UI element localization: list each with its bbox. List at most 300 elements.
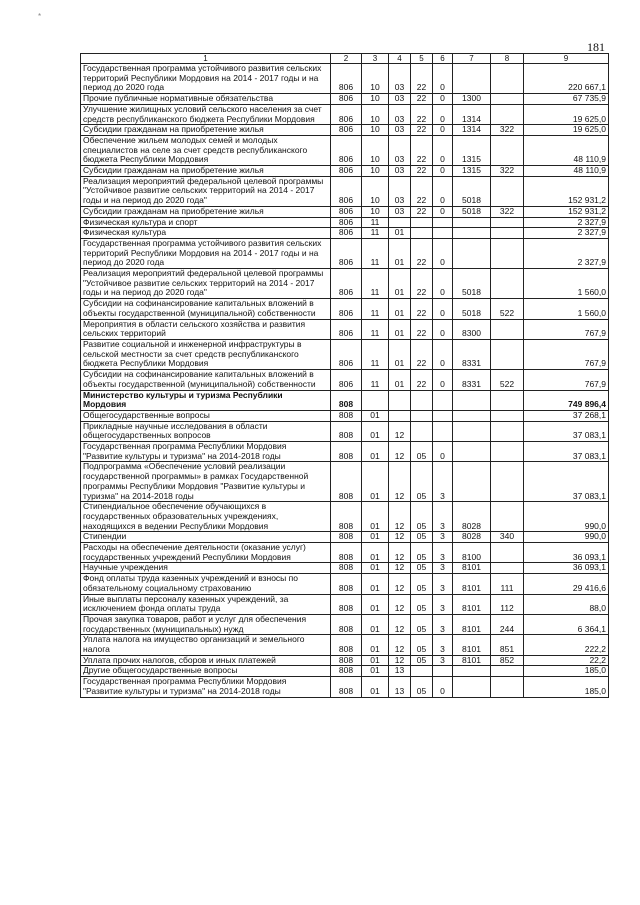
row-name: Государственная программа устойчивого развития сельских территорий Республики Мордовия на 2014 - 2017 годы и на период до 2020 года xyxy=(81,64,331,94)
code-cell: 13 xyxy=(389,677,411,697)
row-name: Улучшение жилищных условий сельского населения за счет средств республиканского бюджета Республики Мордовия xyxy=(81,104,331,124)
code-cell: 808 xyxy=(331,614,362,634)
code-cell: 808 xyxy=(331,655,362,666)
row-name: Субсидии гражданам на приобретение жилья xyxy=(81,206,331,217)
code-cell: 322 xyxy=(491,166,524,177)
row-name: Прочая закупка товаров, работ и услуг для обеспечения государственных (муниципальных) нужд xyxy=(81,614,331,634)
code-cell: 806 xyxy=(331,370,362,390)
code-cell: 11 xyxy=(362,319,389,339)
amount-cell: 1 560,0 xyxy=(524,269,609,299)
column-header: 5 xyxy=(411,54,433,64)
column-header: 3 xyxy=(362,54,389,64)
code-cell xyxy=(453,217,491,228)
amount-cell: 36 093,1 xyxy=(524,563,609,574)
code-cell xyxy=(411,217,433,228)
table-row xyxy=(81,370,609,390)
row-name: Фонд оплаты труда казенных учреждений и взносы по обязательному социальному страхованию xyxy=(81,574,331,594)
code-cell: 522 xyxy=(491,299,524,319)
code-cell: 22 xyxy=(411,94,433,105)
column-header: 9 xyxy=(524,54,609,64)
amount-cell: 48 110,9 xyxy=(524,135,609,165)
code-cell: 01 xyxy=(362,635,389,655)
code-cell: 01 xyxy=(362,677,389,697)
amount-cell: 767,9 xyxy=(524,370,609,390)
code-cell: 0 xyxy=(433,125,453,136)
code-cell: 05 xyxy=(411,543,433,563)
code-cell: 8101 xyxy=(453,594,491,614)
code-cell: 01 xyxy=(389,299,411,319)
code-cell: 806 xyxy=(331,64,362,94)
amount-cell: 1 560,0 xyxy=(524,299,609,319)
code-cell: 808 xyxy=(331,543,362,563)
code-cell: 806 xyxy=(331,94,362,105)
code-cell xyxy=(453,442,491,462)
code-cell: 0 xyxy=(433,94,453,105)
table-row xyxy=(81,442,609,462)
table-row xyxy=(81,614,609,634)
row-name: Субсидии на софинансирование капитальных вложений в объекты государственной (муниципальной) собственности xyxy=(81,370,331,390)
amount-cell: 37 083,1 xyxy=(524,462,609,502)
table-row xyxy=(81,410,609,421)
row-name: Другие общегосударственные вопросы xyxy=(81,666,331,677)
code-cell: 22 xyxy=(411,125,433,136)
code-cell: 0 xyxy=(433,339,453,369)
amount-cell: 2 327,9 xyxy=(524,217,609,228)
row-name: Обеспечение жильем молодых семей и молодых специалистов на селе за счет средств республиканского бюджета Республики Мордовия xyxy=(81,135,331,165)
code-cell: 806 xyxy=(331,228,362,239)
amount-cell: 37 083,1 xyxy=(524,421,609,441)
code-cell xyxy=(491,666,524,677)
row-name: Реализация мероприятий федеральной целевой программы "Устойчивое развитие сельских территорий на 2014 - 2017 годы и на период до 2020 года" xyxy=(81,176,331,206)
column-header: 8 xyxy=(491,54,524,64)
code-cell xyxy=(491,176,524,206)
code-cell: 01 xyxy=(362,655,389,666)
code-cell: 12 xyxy=(389,462,411,502)
table-row xyxy=(81,655,609,666)
code-cell xyxy=(433,390,453,410)
code-cell: 808 xyxy=(331,563,362,574)
code-cell: 22 xyxy=(411,339,433,369)
column-header: 7 xyxy=(453,54,491,64)
row-name: Уплата налога на имущество организаций и земельного налога xyxy=(81,635,331,655)
code-cell: 12 xyxy=(389,421,411,441)
amount-cell: 22,2 xyxy=(524,655,609,666)
table-row xyxy=(81,166,609,177)
code-cell: 01 xyxy=(389,319,411,339)
code-cell xyxy=(453,666,491,677)
code-cell xyxy=(453,64,491,94)
code-cell: 808 xyxy=(331,666,362,677)
table-row xyxy=(81,206,609,217)
column-header: 2 xyxy=(331,54,362,64)
code-cell: 8101 xyxy=(453,655,491,666)
code-cell xyxy=(491,563,524,574)
code-cell: 01 xyxy=(362,594,389,614)
code-cell: 11 xyxy=(362,370,389,390)
code-cell: 11 xyxy=(362,339,389,369)
code-cell: 05 xyxy=(411,574,433,594)
code-cell: 01 xyxy=(362,614,389,634)
code-cell xyxy=(491,228,524,239)
code-cell: 01 xyxy=(362,532,389,543)
code-cell: 3 xyxy=(433,574,453,594)
code-cell: 22 xyxy=(411,64,433,94)
code-cell: 12 xyxy=(389,502,411,532)
code-cell xyxy=(491,238,524,268)
row-name: Развитие социальной и инженерной инфраструктуры в сельской местности за счет средств республиканского бюджета Республики Мордовия xyxy=(81,339,331,369)
code-cell xyxy=(491,390,524,410)
code-cell: 05 xyxy=(411,442,433,462)
code-cell: 10 xyxy=(362,176,389,206)
row-name: Государственная программа Республики Мордовия "Развитие культуры и туризма" на 2014-2018 годы xyxy=(81,442,331,462)
amount-cell: 185,0 xyxy=(524,666,609,677)
row-name: Стипендиальное обеспечение обучающихся в государственных образовательных учреждениях, находящихся в ведении Республики Мордовия xyxy=(81,502,331,532)
code-cell xyxy=(491,421,524,441)
code-cell: 22 xyxy=(411,269,433,299)
code-cell: 22 xyxy=(411,238,433,268)
code-cell: 5018 xyxy=(453,269,491,299)
code-cell: 05 xyxy=(411,614,433,634)
code-cell: 0 xyxy=(433,166,453,177)
code-cell: 05 xyxy=(411,594,433,614)
code-cell xyxy=(491,135,524,165)
code-cell xyxy=(491,94,524,105)
amount-cell: 48 110,9 xyxy=(524,166,609,177)
code-cell: 11 xyxy=(362,299,389,319)
code-cell: 01 xyxy=(362,543,389,563)
code-cell: 03 xyxy=(389,135,411,165)
code-cell: 806 xyxy=(331,269,362,299)
code-cell xyxy=(389,217,411,228)
code-cell xyxy=(453,421,491,441)
code-cell: 0 xyxy=(433,206,453,217)
code-cell: 11 xyxy=(362,238,389,268)
table-row xyxy=(81,94,609,105)
code-cell: 22 xyxy=(411,319,433,339)
code-cell: 11 xyxy=(362,228,389,239)
code-cell: 11 xyxy=(362,269,389,299)
code-cell: 3 xyxy=(433,594,453,614)
amount-cell: 67 735,9 xyxy=(524,94,609,105)
code-cell: 12 xyxy=(389,574,411,594)
code-cell: 5018 xyxy=(453,299,491,319)
table-row xyxy=(81,563,609,574)
table-row xyxy=(81,390,609,410)
code-cell: 806 xyxy=(331,206,362,217)
code-cell: 3 xyxy=(433,532,453,543)
code-cell: 808 xyxy=(331,410,362,421)
row-name: Прочие публичные нормативные обязательства xyxy=(81,94,331,105)
code-cell: 806 xyxy=(331,176,362,206)
code-cell xyxy=(411,390,433,410)
code-cell: 10 xyxy=(362,166,389,177)
code-cell: 0 xyxy=(433,135,453,165)
table-row xyxy=(81,176,609,206)
table-row xyxy=(81,228,609,239)
code-cell xyxy=(411,666,433,677)
code-cell: 05 xyxy=(411,655,433,666)
code-cell: 0 xyxy=(433,319,453,339)
code-cell: 3 xyxy=(433,543,453,563)
code-cell: 22 xyxy=(411,135,433,165)
code-cell: 1315 xyxy=(453,135,491,165)
code-cell xyxy=(491,462,524,502)
code-cell xyxy=(433,666,453,677)
code-cell xyxy=(433,217,453,228)
table-row xyxy=(81,677,609,697)
code-cell: 0 xyxy=(433,104,453,124)
code-cell: 806 xyxy=(331,339,362,369)
table-row xyxy=(81,574,609,594)
code-cell xyxy=(491,543,524,563)
code-cell: 05 xyxy=(411,462,433,502)
code-cell: 0 xyxy=(433,370,453,390)
code-cell: 01 xyxy=(389,228,411,239)
code-cell: 03 xyxy=(389,94,411,105)
code-cell: 522 xyxy=(491,370,524,390)
code-cell: 5018 xyxy=(453,206,491,217)
code-cell: 03 xyxy=(389,176,411,206)
code-cell: 10 xyxy=(362,125,389,136)
row-name: Расходы на обеспечение деятельности (оказание услуг) государственных учреждений Республики Мордовия xyxy=(81,543,331,563)
code-cell xyxy=(491,217,524,228)
code-cell xyxy=(491,410,524,421)
code-cell xyxy=(433,228,453,239)
code-cell: 8101 xyxy=(453,635,491,655)
amount-cell: 19 625,0 xyxy=(524,104,609,124)
code-cell: 8300 xyxy=(453,319,491,339)
amount-cell: 222,2 xyxy=(524,635,609,655)
table-row xyxy=(81,104,609,124)
row-name: Субсидии гражданам на приобретение жилья xyxy=(81,125,331,136)
code-cell: 0 xyxy=(433,176,453,206)
code-cell: 8331 xyxy=(453,339,491,369)
code-cell: 01 xyxy=(362,502,389,532)
code-cell: 8100 xyxy=(453,543,491,563)
code-cell: 10 xyxy=(362,206,389,217)
corner-mark: * xyxy=(38,12,42,21)
code-cell: 8101 xyxy=(453,563,491,574)
code-cell: 111 xyxy=(491,574,524,594)
code-cell: 12 xyxy=(389,563,411,574)
code-cell: 05 xyxy=(411,677,433,697)
code-cell: 10 xyxy=(362,104,389,124)
table-row xyxy=(81,635,609,655)
table-row xyxy=(81,532,609,543)
table-row xyxy=(81,462,609,502)
table-row xyxy=(81,502,609,532)
code-cell: 10 xyxy=(362,135,389,165)
code-cell: 10 xyxy=(362,64,389,94)
amount-cell: 767,9 xyxy=(524,339,609,369)
code-cell: 3 xyxy=(433,563,453,574)
code-cell: 01 xyxy=(362,563,389,574)
row-name: Мероприятия в области сельского хозяйства и развития сельских территорий xyxy=(81,319,331,339)
code-cell: 12 xyxy=(389,543,411,563)
code-cell: 806 xyxy=(331,125,362,136)
code-cell: 22 xyxy=(411,166,433,177)
code-cell: 0 xyxy=(433,442,453,462)
code-cell: 851 xyxy=(491,635,524,655)
code-cell: 01 xyxy=(362,666,389,677)
code-cell: 322 xyxy=(491,125,524,136)
code-cell: 13 xyxy=(389,666,411,677)
code-cell: 01 xyxy=(362,574,389,594)
code-cell xyxy=(491,269,524,299)
code-cell: 22 xyxy=(411,370,433,390)
code-cell: 8101 xyxy=(453,614,491,634)
amount-cell: 152 931,2 xyxy=(524,206,609,217)
amount-cell: 185,0 xyxy=(524,677,609,697)
table-row xyxy=(81,666,609,677)
code-cell: 01 xyxy=(389,269,411,299)
table-row xyxy=(81,217,609,228)
code-cell xyxy=(453,677,491,697)
code-cell: 806 xyxy=(331,238,362,268)
code-cell xyxy=(453,462,491,502)
code-cell: 12 xyxy=(389,532,411,543)
row-name: Субсидии гражданам на приобретение жилья xyxy=(81,166,331,177)
column-header: 6 xyxy=(433,54,453,64)
code-cell: 244 xyxy=(491,614,524,634)
code-cell: 3 xyxy=(433,655,453,666)
code-cell xyxy=(491,677,524,697)
row-name: Государственная программа устойчивого развития сельских территорий Республики Мордовия на 2014 - 2017 годы и на период до 2020 года xyxy=(81,238,331,268)
code-cell: 808 xyxy=(331,421,362,441)
code-cell: 322 xyxy=(491,206,524,217)
table-row xyxy=(81,125,609,136)
code-cell: 0 xyxy=(433,64,453,94)
header-row xyxy=(81,54,609,64)
row-name: Научные учреждения xyxy=(81,563,331,574)
amount-cell: 152 931,2 xyxy=(524,176,609,206)
row-name: Прикладные научные исследования в области общегосударственных вопросов xyxy=(81,421,331,441)
code-cell: 03 xyxy=(389,104,411,124)
code-cell: 22 xyxy=(411,299,433,319)
row-name: Министерство культуры и туризма Республики Мордовия xyxy=(81,390,331,410)
code-cell xyxy=(491,339,524,369)
amount-cell: 6 364,1 xyxy=(524,614,609,634)
code-cell: 808 xyxy=(331,502,362,532)
code-cell: 806 xyxy=(331,319,362,339)
code-cell: 808 xyxy=(331,442,362,462)
amount-cell: 37 083,1 xyxy=(524,442,609,462)
code-cell xyxy=(453,228,491,239)
row-name: Субсидии на софинансирование капитальных вложений в объекты государственной (муниципальной) собственности xyxy=(81,299,331,319)
code-cell: 0 xyxy=(433,269,453,299)
amount-cell: 29 416,6 xyxy=(524,574,609,594)
row-name: Иные выплаты персоналу казенных учреждений, за исключением фонда оплаты труда xyxy=(81,594,331,614)
column-header: 4 xyxy=(389,54,411,64)
code-cell: 01 xyxy=(389,370,411,390)
code-cell: 0 xyxy=(433,677,453,697)
code-cell: 0 xyxy=(433,299,453,319)
code-cell: 806 xyxy=(331,135,362,165)
code-cell: 1300 xyxy=(453,94,491,105)
code-cell: 12 xyxy=(389,635,411,655)
code-cell: 05 xyxy=(411,635,433,655)
row-name: Уплата прочих налогов, сборов и иных платежей xyxy=(81,655,331,666)
amount-cell: 2 327,9 xyxy=(524,228,609,239)
code-cell: 01 xyxy=(389,238,411,268)
code-cell: 808 xyxy=(331,462,362,502)
row-name: Государственная программа Республики Мордовия "Развитие культуры и туризма" на 2014-2018 годы xyxy=(81,677,331,697)
amount-cell: 767,9 xyxy=(524,319,609,339)
code-cell: 8028 xyxy=(453,532,491,543)
code-cell xyxy=(491,64,524,94)
code-cell: 808 xyxy=(331,677,362,697)
budget-table xyxy=(80,53,609,698)
code-cell xyxy=(491,319,524,339)
table-row xyxy=(81,135,609,165)
amount-cell: 220 667,1 xyxy=(524,64,609,94)
code-cell: 22 xyxy=(411,206,433,217)
table-row xyxy=(81,421,609,441)
code-cell xyxy=(411,228,433,239)
code-cell: 03 xyxy=(389,125,411,136)
amount-cell: 2 327,9 xyxy=(524,238,609,268)
code-cell: 01 xyxy=(362,421,389,441)
code-cell: 806 xyxy=(331,217,362,228)
row-name: Подпрограмма «Обеспечение условий реализации государственной программы» в рамках Государственной программы Республики Мордовия "Развитие культуры и туризма" на 2014-2018 годы xyxy=(81,462,331,502)
code-cell xyxy=(433,410,453,421)
row-name: Общегосударственные вопросы xyxy=(81,410,331,421)
code-cell: 806 xyxy=(331,299,362,319)
table-row xyxy=(81,238,609,268)
code-cell: 808 xyxy=(331,594,362,614)
code-cell xyxy=(453,410,491,421)
code-cell: 8331 xyxy=(453,370,491,390)
code-cell: 01 xyxy=(389,339,411,369)
code-cell: 806 xyxy=(331,166,362,177)
amount-cell: 19 625,0 xyxy=(524,125,609,136)
code-cell xyxy=(362,390,389,410)
amount-cell: 37 268,1 xyxy=(524,410,609,421)
amount-cell: 36 093,1 xyxy=(524,543,609,563)
code-cell: 01 xyxy=(362,462,389,502)
code-cell: 05 xyxy=(411,502,433,532)
code-cell: 806 xyxy=(331,104,362,124)
column-header: 1 xyxy=(81,54,331,64)
code-cell: 3 xyxy=(433,462,453,502)
row-name: Физическая культура xyxy=(81,228,331,239)
page-number: 181 xyxy=(587,40,605,54)
table-row xyxy=(81,339,609,369)
row-name: Физическая культура и спорт xyxy=(81,217,331,228)
row-name: Реализация мероприятий федеральной целевой программы "Устойчивое развитие сельских территорий на 2014 - 2017 годы и на период до 2020 года" xyxy=(81,269,331,299)
code-cell xyxy=(433,421,453,441)
code-cell: 1315 xyxy=(453,166,491,177)
code-cell xyxy=(389,390,411,410)
code-cell: 340 xyxy=(491,532,524,543)
code-cell: 22 xyxy=(411,104,433,124)
code-cell: 852 xyxy=(491,655,524,666)
code-cell: 12 xyxy=(389,614,411,634)
code-cell: 01 xyxy=(362,410,389,421)
code-cell: 3 xyxy=(433,502,453,532)
code-cell: 112 xyxy=(491,594,524,614)
table-row xyxy=(81,269,609,299)
code-cell xyxy=(411,410,433,421)
code-cell: 808 xyxy=(331,390,362,410)
code-cell: 12 xyxy=(389,442,411,462)
code-cell xyxy=(389,410,411,421)
table-row xyxy=(81,319,609,339)
code-cell: 12 xyxy=(389,594,411,614)
table-row xyxy=(81,594,609,614)
code-cell: 03 xyxy=(389,64,411,94)
code-cell: 808 xyxy=(331,635,362,655)
